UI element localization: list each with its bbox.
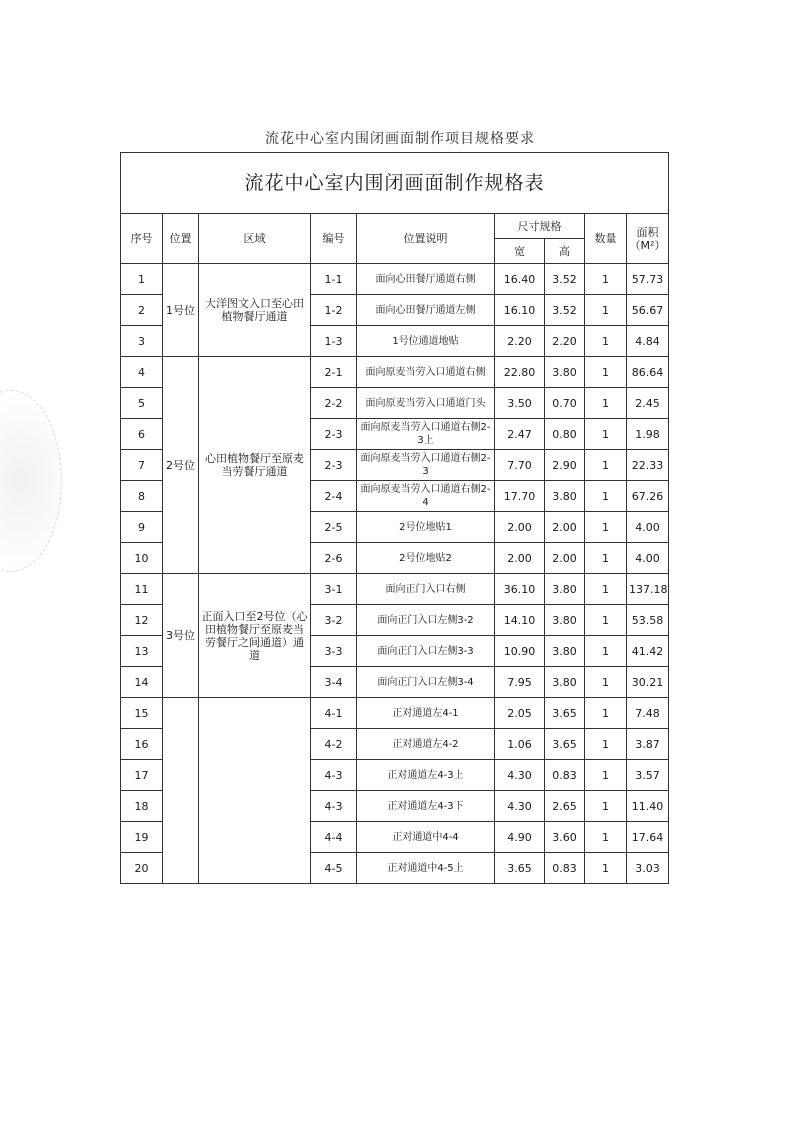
row-quantity: 1 xyxy=(585,574,627,605)
row-description: 面向原麦当劳入口通道右侧2-3上 xyxy=(357,419,495,450)
row-width: 7.70 xyxy=(495,450,545,481)
row-area: 3.03 xyxy=(627,853,669,884)
faded-stamp xyxy=(0,390,62,572)
row-quantity: 1 xyxy=(585,264,627,295)
table-row xyxy=(121,357,669,388)
row-seq: 13 xyxy=(121,636,163,667)
row-description: 面向正门入口左侧3-3 xyxy=(357,636,495,667)
row-height: 2.90 xyxy=(545,450,585,481)
row-quantity: 1 xyxy=(585,760,627,791)
row-code: 2-5 xyxy=(311,512,357,543)
row-seq: 20 xyxy=(121,853,163,884)
row-height: 2.00 xyxy=(545,543,585,574)
row-code: 1-1 xyxy=(311,264,357,295)
row-area: 3.57 xyxy=(627,760,669,791)
table-row xyxy=(121,574,669,605)
row-group-position: 2号位 xyxy=(163,357,199,574)
row-height: 3.80 xyxy=(545,357,585,388)
header-quantity: 数量 xyxy=(585,214,627,264)
row-seq: 7 xyxy=(121,450,163,481)
header-seq: 序号 xyxy=(121,214,163,264)
row-description: 面向原麦当劳入口通道右侧2-4 xyxy=(357,481,495,512)
row-description: 正对通道中4-4 xyxy=(357,822,495,853)
row-description: 正对通道左4-1 xyxy=(357,698,495,729)
row-height: 2.20 xyxy=(545,326,585,357)
row-description: 面向心田餐厅通道右侧 xyxy=(357,264,495,295)
row-seq: 9 xyxy=(121,512,163,543)
row-description: 1号位通道地贴 xyxy=(357,326,495,357)
row-description: 正对通道左4-2 xyxy=(357,729,495,760)
row-code: 4-1 xyxy=(311,698,357,729)
row-group-area: 正面入口至2号位（心田植物餐厅至原麦当劳餐厅之间通道）通道 xyxy=(199,574,311,698)
row-seq: 5 xyxy=(121,388,163,419)
row-quantity: 1 xyxy=(585,605,627,636)
row-description: 面向正门入口左侧3-4 xyxy=(357,667,495,698)
row-area: 137.18 xyxy=(627,574,669,605)
row-height: 0.83 xyxy=(545,853,585,884)
row-area: 3.87 xyxy=(627,729,669,760)
row-seq: 15 xyxy=(121,698,163,729)
row-width: 2.00 xyxy=(495,543,545,574)
row-seq: 1 xyxy=(121,264,163,295)
row-code: 4-3 xyxy=(311,760,357,791)
row-quantity: 1 xyxy=(585,326,627,357)
row-quantity: 1 xyxy=(585,853,627,884)
row-area: 41.42 xyxy=(627,636,669,667)
row-width: 3.50 xyxy=(495,388,545,419)
row-code: 4-4 xyxy=(311,822,357,853)
row-quantity: 1 xyxy=(585,791,627,822)
row-group-position: 3号位 xyxy=(163,574,199,698)
row-description: 面向正门入口右侧 xyxy=(357,574,495,605)
row-description: 面向心田餐厅通道左侧 xyxy=(357,295,495,326)
row-description: 面向原麦当劳入口通道门头 xyxy=(357,388,495,419)
row-area: 22.33 xyxy=(627,450,669,481)
row-code: 4-3 xyxy=(311,791,357,822)
row-seq: 12 xyxy=(121,605,163,636)
row-quantity: 1 xyxy=(585,481,627,512)
row-seq: 10 xyxy=(121,543,163,574)
row-height: 2.00 xyxy=(545,512,585,543)
row-seq: 17 xyxy=(121,760,163,791)
header-description: 位置说明 xyxy=(357,214,495,264)
row-width: 3.65 xyxy=(495,853,545,884)
row-quantity: 1 xyxy=(585,388,627,419)
row-code: 4-5 xyxy=(311,853,357,884)
row-height: 3.52 xyxy=(545,295,585,326)
row-area: 4.00 xyxy=(627,543,669,574)
row-group-area: 心田植物餐厅至原麦当劳餐厅通道 xyxy=(199,357,311,574)
header-area-m2 xyxy=(627,214,669,264)
row-width: 16.40 xyxy=(495,264,545,295)
row-quantity: 1 xyxy=(585,698,627,729)
row-quantity: 1 xyxy=(585,419,627,450)
row-seq: 3 xyxy=(121,326,163,357)
row-height: 3.80 xyxy=(545,605,585,636)
row-area: 67.26 xyxy=(627,481,669,512)
row-height: 3.80 xyxy=(545,481,585,512)
row-quantity: 1 xyxy=(585,357,627,388)
row-description: 2号位地贴1 xyxy=(357,512,495,543)
row-area: 2.45 xyxy=(627,388,669,419)
header-area-unit: （M²） xyxy=(629,238,666,252)
row-seq: 14 xyxy=(121,667,163,698)
row-code: 4-2 xyxy=(311,729,357,760)
row-seq: 11 xyxy=(121,574,163,605)
row-width: 4.30 xyxy=(495,791,545,822)
row-code: 1-3 xyxy=(311,326,357,357)
row-width: 4.30 xyxy=(495,760,545,791)
row-area: 4.00 xyxy=(627,512,669,543)
row-height: 3.80 xyxy=(545,574,585,605)
row-seq: 2 xyxy=(121,295,163,326)
row-height: 0.83 xyxy=(545,760,585,791)
row-description: 面向正门入口左侧3-2 xyxy=(357,605,495,636)
row-width: 14.10 xyxy=(495,605,545,636)
row-quantity: 1 xyxy=(585,295,627,326)
table-caption: 流花中心室内围闭画面制作规格表 xyxy=(121,153,669,214)
row-quantity: 1 xyxy=(585,450,627,481)
row-code: 2-6 xyxy=(311,543,357,574)
row-height: 3.80 xyxy=(545,667,585,698)
row-height: 3.52 xyxy=(545,264,585,295)
table-row xyxy=(121,698,669,729)
row-width: 2.47 xyxy=(495,419,545,450)
row-height: 0.70 xyxy=(545,388,585,419)
row-area: 30.21 xyxy=(627,667,669,698)
row-height: 3.60 xyxy=(545,822,585,853)
row-area: 1.98 xyxy=(627,419,669,450)
row-code: 3-3 xyxy=(311,636,357,667)
spec-table xyxy=(120,152,669,884)
row-code: 2-2 xyxy=(311,388,357,419)
header-width: 宽 xyxy=(495,239,545,264)
row-seq: 18 xyxy=(121,791,163,822)
row-code: 2-3 xyxy=(311,419,357,450)
row-code: 3-4 xyxy=(311,667,357,698)
row-height: 3.80 xyxy=(545,636,585,667)
header-area-label: 面积 xyxy=(636,225,659,239)
row-height: 2.65 xyxy=(545,791,585,822)
row-seq: 4 xyxy=(121,357,163,388)
row-height: 3.65 xyxy=(545,698,585,729)
row-width: 7.95 xyxy=(495,667,545,698)
header-position: 位置 xyxy=(163,214,199,264)
row-code: 2-4 xyxy=(311,481,357,512)
row-group-area: 大洋图文入口至心田植物餐厅通道 xyxy=(199,264,311,357)
row-area: 86.64 xyxy=(627,357,669,388)
header-size-spec: 尺寸规格 xyxy=(495,214,585,239)
row-height: 0.80 xyxy=(545,419,585,450)
row-width: 4.90 xyxy=(495,822,545,853)
row-description: 面向原麦当劳入口通道右侧2-3 xyxy=(357,450,495,481)
row-code: 1-2 xyxy=(311,295,357,326)
row-code: 2-3 xyxy=(311,450,357,481)
row-width: 1.06 xyxy=(495,729,545,760)
row-area: 56.67 xyxy=(627,295,669,326)
row-quantity: 1 xyxy=(585,512,627,543)
header-area: 区域 xyxy=(199,214,311,264)
row-description: 正对通道左4-3下 xyxy=(357,791,495,822)
row-area: 57.73 xyxy=(627,264,669,295)
row-area: 4.84 xyxy=(627,326,669,357)
row-area: 17.64 xyxy=(627,822,669,853)
row-quantity: 1 xyxy=(585,636,627,667)
table-row xyxy=(121,264,669,295)
row-area: 11.40 xyxy=(627,791,669,822)
row-width: 10.90 xyxy=(495,636,545,667)
row-width: 22.80 xyxy=(495,357,545,388)
row-group-position xyxy=(163,698,199,884)
row-area: 53.58 xyxy=(627,605,669,636)
row-width: 2.00 xyxy=(495,512,545,543)
document-title: 流花中心室内围闭画面制作项目规格要求 xyxy=(265,131,535,147)
row-height: 3.65 xyxy=(545,729,585,760)
row-description: 正对通道左4-3上 xyxy=(357,760,495,791)
row-code: 3-2 xyxy=(311,605,357,636)
row-area: 7.48 xyxy=(627,698,669,729)
row-group-area xyxy=(199,698,311,884)
row-group-position: 1号位 xyxy=(163,264,199,357)
row-seq: 8 xyxy=(121,481,163,512)
row-width: 17.70 xyxy=(495,481,545,512)
header-height: 高 xyxy=(545,239,585,264)
row-quantity: 1 xyxy=(585,822,627,853)
row-width: 16.10 xyxy=(495,295,545,326)
row-code: 2-1 xyxy=(311,357,357,388)
row-seq: 16 xyxy=(121,729,163,760)
row-width: 2.05 xyxy=(495,698,545,729)
row-quantity: 1 xyxy=(585,729,627,760)
row-quantity: 1 xyxy=(585,667,627,698)
row-description: 面向原麦当劳入口通道右侧 xyxy=(357,357,495,388)
row-description: 正对通道中4-5上 xyxy=(357,853,495,884)
row-description: 2号位地贴2 xyxy=(357,543,495,574)
row-width: 36.10 xyxy=(495,574,545,605)
row-width: 2.20 xyxy=(495,326,545,357)
row-seq: 19 xyxy=(121,822,163,853)
row-code: 3-1 xyxy=(311,574,357,605)
row-seq: 6 xyxy=(121,419,163,450)
header-code: 编号 xyxy=(311,214,357,264)
row-quantity: 1 xyxy=(585,543,627,574)
